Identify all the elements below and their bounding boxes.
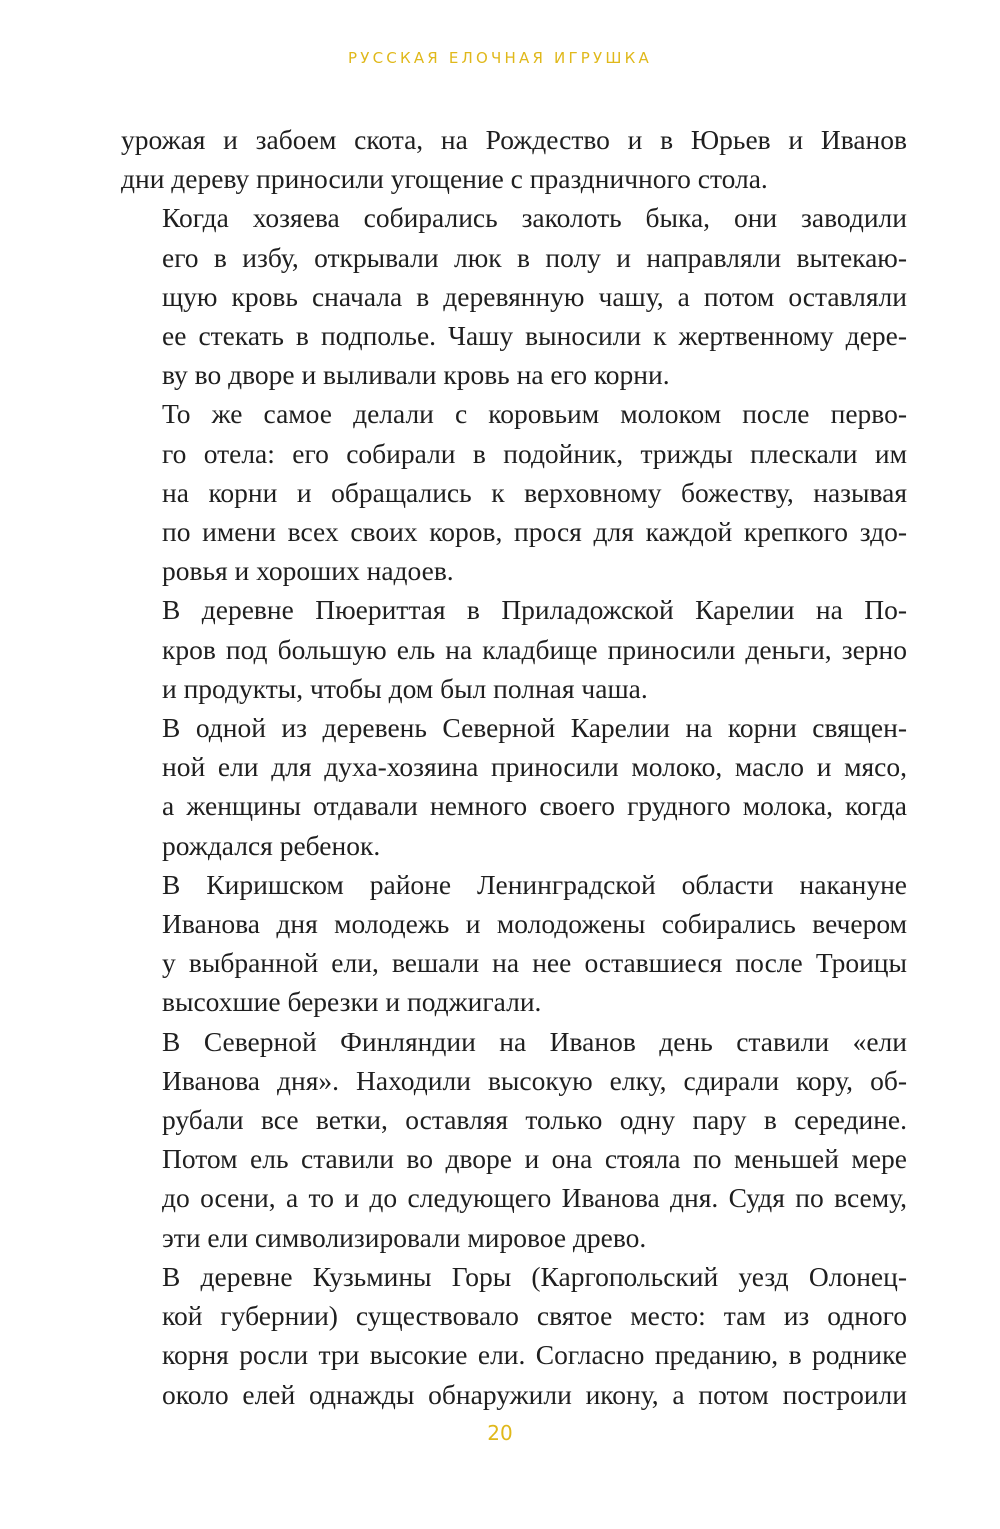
text-line: у выбранной ели, вешали на нее оставшиеся после Троицы xyxy=(162,947,907,979)
text-line: ву во дворе и выливали кровь на его корни. xyxy=(162,359,670,391)
text-line: кой губернии) существовало святое место: там из одного xyxy=(162,1300,907,1332)
text-line: Когда хозяева собирались заколоть быка, они заводили xyxy=(162,202,907,234)
text-line: по имени всех своих коров, прося для каждой крепкого здо- xyxy=(162,516,907,548)
text-line: рубали все ветки, оставляя только одну пару в середине. xyxy=(162,1104,907,1136)
page-number: 20 xyxy=(487,1421,513,1445)
text-line: ее стекать в подполье. Чашу выносили к жертвенному дере- xyxy=(162,320,907,352)
paragraph-4 xyxy=(121,590,907,708)
paragraph-6 xyxy=(121,865,907,1022)
text-line: го отела: его собирали в подойник, трижды плескали им xyxy=(162,437,907,469)
text-line: щую кровь сначала в деревянную чашу, а потом оставляли xyxy=(162,280,907,312)
text-line: эти ели символизировали мировое древо. xyxy=(162,1221,647,1253)
text-line: Иванова дня». Находили высокую елку, сдирали кору, об- xyxy=(162,1064,907,1096)
paragraph-8 xyxy=(121,1257,907,1414)
text-line: и продукты, чтобы дом был полная чаша. xyxy=(162,672,648,704)
text-line: В Киришском районе Ленинградской области накануне xyxy=(162,868,907,900)
text-line: дни дереву приносили угощение с праздничного стола. xyxy=(121,163,768,195)
text-line: В деревне Пюериттая в Приладожской Карелии на По- xyxy=(162,594,907,626)
paragraph-1 xyxy=(121,120,907,198)
text-line: его в избу, открывали люк в полу и направляли вытекаю- xyxy=(162,241,907,273)
text-line: высохшие березки и поджигали. xyxy=(162,986,542,1018)
text-line: Потом ель ставили во дворе и она стояла по меньшей мере xyxy=(162,1143,907,1175)
text-line: на корни и обращались к верховному божеству, называя xyxy=(162,476,907,508)
text-line: около елей однажды обнаружили икону, а потом построили xyxy=(162,1378,907,1410)
text-line: рождался ребенок. xyxy=(162,829,381,861)
text-line: ной ели для духа-хозяина приносили молоко, масло и мясо, xyxy=(162,751,907,783)
text-line: кров под большую ель на кладбище приносили деньги, зерно xyxy=(162,633,907,665)
text-line: корня росли три высокие ели. Согласно преданию, в роднике xyxy=(162,1339,907,1371)
paragraph-3 xyxy=(121,394,907,590)
text-line: В деревне Кузьмины Горы (Каргопольский уезд Олонец- xyxy=(162,1260,907,1292)
text-line: В одной из деревень Северной Карелии на корни священ- xyxy=(162,712,907,744)
text-line: а женщины отдавали немного своего грудного молока, когда xyxy=(162,790,907,822)
text-line: В Северной Финляндии на Иванов день ставили «ели xyxy=(162,1025,907,1057)
paragraph-5 xyxy=(121,708,907,865)
text-line: Иванова дня молодежь и молодожены собирались вечером xyxy=(162,908,907,940)
paragraph-7 xyxy=(121,1022,907,1257)
text-line: ровья и хороших надоев. xyxy=(162,555,454,587)
text-line: до осени, а то и до следующего Иванова дня. Судя по всему, xyxy=(162,1182,907,1214)
text-line: урожая и забоем скота, на Рождество и в Юрьев и Иванов xyxy=(121,124,907,155)
page-body-text xyxy=(121,120,907,1414)
text-line: То же самое делали с коровьим молоком после перво- xyxy=(162,398,907,430)
paragraph-2 xyxy=(121,198,907,394)
running-title: РУССКАЯ ЕЛОЧНАЯ ИГРУШКА xyxy=(348,49,652,67)
